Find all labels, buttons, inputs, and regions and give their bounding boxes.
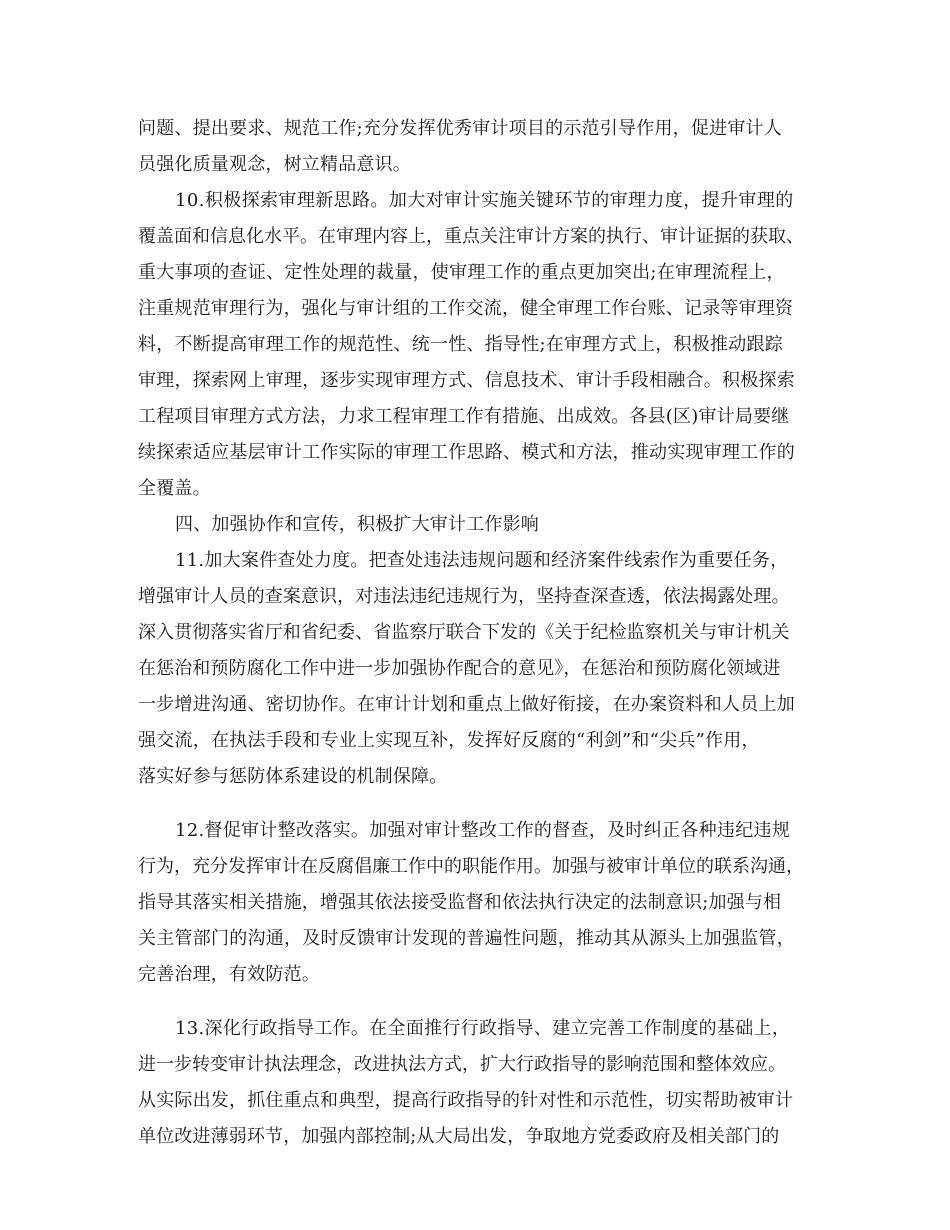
text-line: 全覆盖。 [138, 478, 211, 499]
text-line: 11.加大案件查处力度。把查处违法违规问题和经济案件线索作为重要任务， [175, 550, 789, 571]
text-line: 重大事项的查证、定性处理的裁量，使审理工作的重点更加突出;在审理流程上， [138, 262, 785, 283]
text-line: 关主管部门的沟通，及时反馈审计发现的普遍性问题，推动其从源头上加强监管， [138, 928, 795, 949]
text-line: 料，不断提高审理工作的规范性、统一性、指导性;在审理方式上，积极推动跟踪 [138, 334, 784, 355]
text-line: 增强审计人员的查案意识，对违法违纪违规行为，坚持查深查透，依法揭露处理。 [138, 586, 790, 607]
text-line: 审理，探索网上审理，逐步实现审理方式、信息技术、审计手段相融合。积极探索 [138, 370, 795, 391]
text-line: 13.深化行政指导工作。在全面推行行政指导、建立完善工作制度的基础上， [175, 1018, 791, 1039]
text-line: 一步增进沟通、密切协作。在审计计划和重点上做好衔接，在办案资料和人员上加 [138, 694, 795, 715]
text-line: 员强化质量观念，树立精品意识。 [138, 154, 411, 175]
text-line: 单位改进薄弱环节，加强内部控制;从大局出发，争取地方党委政府及相关部门的 [138, 1126, 780, 1147]
text-line: 进一步转变审计执法理念，改进执法方式，扩大行政指导的影响范围和整体效应。 [138, 1054, 786, 1075]
text-line: 深入贯彻落实省厅和省纪委、省监察厅联合下发的《关于纪检监察机关与审计机关 [138, 622, 790, 643]
text-line: 工程项目审理方式方法，力求工程审理工作有措施、出成效。各县(区)审计局要继 [138, 406, 790, 427]
text-line: 覆盖面和信息化水平。在审理内容上，重点关注审计方案的执行、审计证据的获取、 [138, 226, 804, 247]
text-line: 续探索适应基层审计工作实际的审理工作思路、模式和方法，推动实现审理工作的 [138, 442, 795, 463]
text-line: 强交流，在执法手段和专业上实现互补，发挥好反腐的“利剑”和“尖兵”作用， [138, 730, 760, 751]
text-line: 落实好参与惩防体系建设的机制保障。 [138, 766, 448, 787]
text-line: 行为，充分发挥审计在反腐倡廉工作中的职能作用。加强与被审计单位的联系沟通， [138, 856, 804, 877]
text-line: 注重规范审理行为，强化与审计组的工作交流，健全审理工作台账、记录等审理资 [138, 298, 794, 319]
text-line: 12.督促审计整改落实。加强对审计整改工作的督查，及时纠正各种违纪违规 [175, 820, 791, 841]
text-line: 在惩治和预防腐化工作中进一步加强协作配合的意见》，在惩治和预防腐化领域进 [138, 658, 781, 679]
section-heading: 四、加强协作和宣传，积极扩大审计工作影响 [175, 514, 539, 535]
text-line: 问题、提出要求、规范工作;充分发挥优秀审计项目的示范引导作用，促进审计人 [138, 118, 782, 139]
text-line: 从实际出发，抓住重点和典型，提高行政指导的针对性和示范性，切实帮助被审计 [138, 1090, 794, 1111]
text-line: 完善治理，有效防范。 [138, 964, 320, 985]
text-line: 指导其落实相关措施，增强其依法接受监督和依法执行决定的法制意识;加强与相 [138, 892, 782, 913]
text-line: 10.积极探索审理新思路。加大对审计实施关键环节的审理力度，提升审理的 [175, 190, 794, 211]
